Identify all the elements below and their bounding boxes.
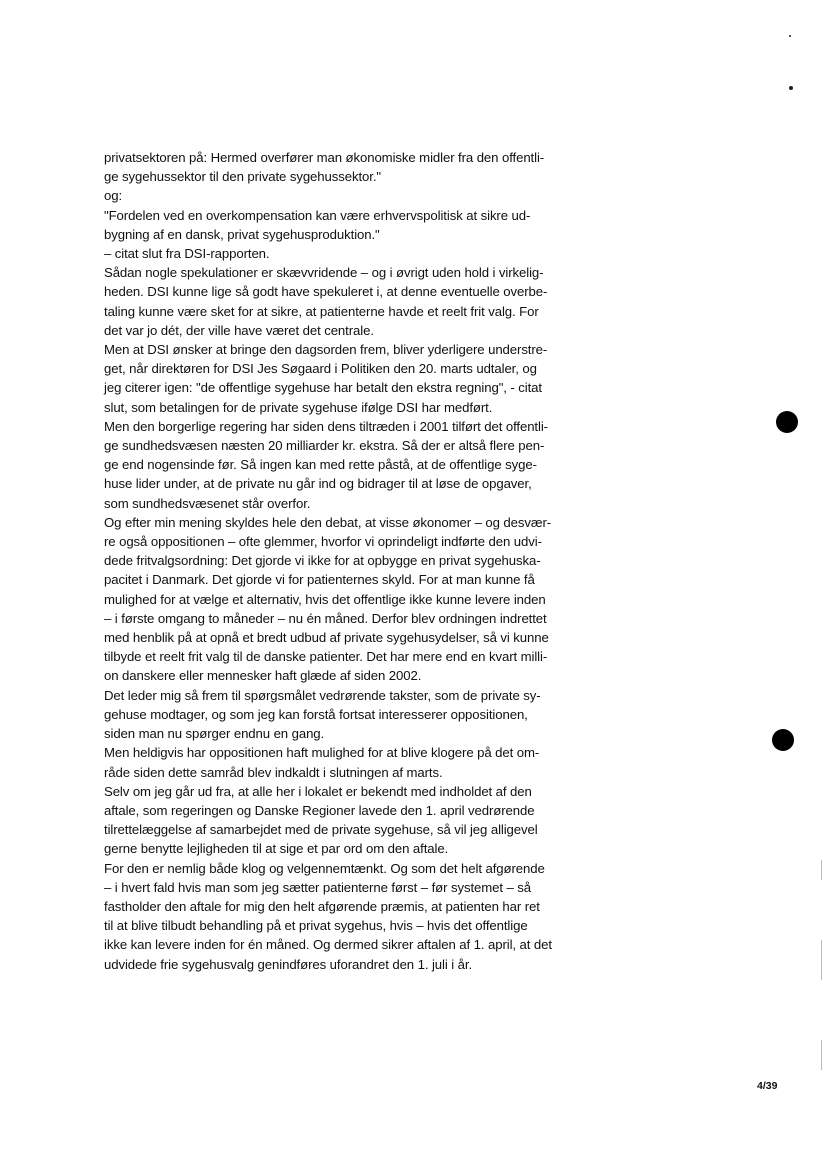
text-line: "Fordelen ved en overkompensation kan være erhvervspolitisk at sikre ud- [104, 207, 531, 223]
text-line: ge end nogensinde før. Så ingen kan med rette påstå, at de offentlige syge- [104, 457, 537, 473]
text-line: Men heldigvis har oppositionen haft mulighed for at blive klogere på det om- [104, 745, 540, 761]
text-line: gehuse modtager, og som jeg kan forstå fortsat interesserer oppositionen, [104, 706, 528, 722]
scan-speck [789, 86, 793, 90]
text-line: pacitet i Danmark. Det gjorde vi for patienternes skyld. For at man kunne få [104, 572, 535, 588]
text-line: siden man nu spørger endnu en gang. [104, 726, 325, 742]
text-line: med henblik på at opnå et bredt udbud af private sygehusydelser, så vi kunne [104, 630, 549, 646]
scan-speck [789, 35, 791, 37]
text-line: jeg citerer igen: "de offentlige sygehuse har betalt den ekstra regning", - citat [104, 380, 542, 396]
text-line: taling kunne være sket for at sikre, at patienterne havde et reelt frit valg. For [104, 303, 539, 319]
page-number: 4/39 [757, 1080, 778, 1092]
text-line: ge sundhedsvæsen næsten 20 milliarder kr. ekstra. Så der er altså flere pen- [104, 438, 545, 454]
text-line: fastholder den aftale for mig den helt afgørende præmis, at patienten har ret [104, 898, 540, 914]
text-line: det var jo dét, der ville have været det centrale. [104, 322, 374, 338]
text-line: – i hvert fald hvis man som jeg sætter patienterne først – før systemet – så [104, 879, 532, 895]
scan-edge-mark [821, 860, 822, 880]
text-line: til at blive tilbudt behandling på et privat sygehus, hvis – hvis det offentlige [104, 918, 528, 934]
text-line: Selv om jeg går ud fra, at alle her i lokalet er bekendt med indholdet af den [104, 783, 532, 799]
punch-hole [772, 729, 794, 751]
text-line: Sådan nogle spekulationer er skævvridende – og i øvrigt uden hold i virkelig- [104, 265, 544, 281]
text-line: Det leder mig så frem til spørgsmålet vedrørende takster, som de private sy- [104, 687, 541, 703]
text-line: – citat slut fra DSI-rapporten. [104, 246, 270, 262]
text-line: on danskere eller mennesker haft glæde af siden 2002. [104, 668, 422, 684]
text-line: – i første omgang to måneder – nu én måned. Derfor blev ordningen indrettet [104, 610, 547, 626]
text-line: Men den borgerlige regering har siden dens tiltræden i 2001 tilført det offentli- [104, 418, 548, 434]
text-line: aftale, som regeringen og Danske Regioner lavede den 1. april vedrørende [104, 802, 535, 818]
scan-edge-mark [821, 1040, 822, 1070]
text-line: tilrettelæggelse af samarbejdet med de private sygehuse, så vil jeg alligevel [104, 822, 538, 838]
text-line: Og efter min mening skyldes hele den debat, at visse økonomer – og desvær- [104, 514, 552, 530]
text-line: som sundhedsvæsenet står overfor. [104, 495, 311, 511]
text-line: mulighed for at vælge et alternativ, hvis det offentlige ikke kunne levere inden [104, 591, 546, 607]
text-line: ge sygehussektor til den private sygehussektor." [104, 169, 381, 185]
text-line: slut, som betalingen for de private sygehuse ifølge DSI har medført. [104, 399, 493, 415]
text-line: huse lider under, at de private nu går ind og bidrager til at løse de opgaver, [104, 476, 532, 492]
text-line: råde siden dette samråd blev indkaldt i slutningen af marts. [104, 764, 443, 780]
text-line: privatsektoren på: Hermed overfører man økonomiske midler fra den offentli- [104, 150, 545, 165]
text-line: udvidede frie sygehusvalg genindføres uforandret den 1. juli i år. [104, 956, 473, 972]
scan-edge-mark [821, 940, 822, 980]
text-line: re også oppositionen – ofte glemmer, hvorfor vi oprindeligt indførte den udvi- [104, 534, 542, 550]
text-line: Men at DSI ønsker at bringe den dagsorden frem, bliver yderligere understre- [104, 342, 548, 358]
text-line: For den er nemlig både klog og velgennemtænkt. Og som det helt afgørende [104, 860, 545, 876]
text-line: bygning af en dansk, privat sygehusproduktion." [104, 226, 380, 242]
text-line: dede fritvalgsordning: Det gjorde vi ikke for at opbygge en privat sygehuska- [104, 553, 541, 569]
punch-hole [776, 411, 798, 433]
text-line: ikke kan levere inden for én måned. Og dermed sikrer aftalen af 1. april, at det [104, 937, 552, 953]
text-line: get, når direktøren for DSI Jes Søgaard i Politiken den 20. marts udtaler, og [104, 361, 537, 377]
text-line: og: [104, 188, 123, 204]
text-line: gerne benytte lejligheden til at sige et par ord om den aftale. [104, 841, 449, 857]
text-line: tilbyde et reelt frit valg til de danske patienter. Det har mere end en kvart milli- [104, 649, 548, 665]
text-line: heden. DSI kunne lige så godt have spekuleret i, at denne eventuelle overbe- [104, 284, 548, 300]
body-text [104, 148, 586, 974]
